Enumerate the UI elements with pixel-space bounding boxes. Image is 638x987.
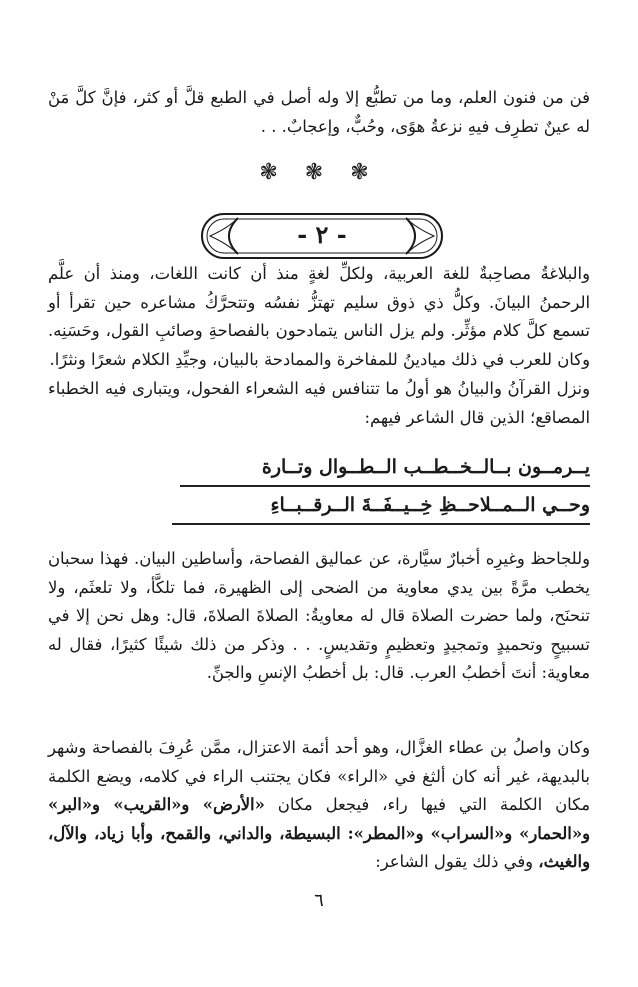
ornament-separator: ❃ ❃ ❃ — [259, 160, 379, 185]
paragraph-jahiz-text: وللجاحظ وغيرِه أخبارٌ سيَّارة، عن عماليق الفصاحة، وأساطين البيان. فهذا سحبان يخطب مرَّةً بين يدي معاوية من الضحى إلى الظهيرة، فما تلكَّأ، ولا تلعثَم، ولا تنحنَح، ولما حضرت الصلاة قال له معاويةُ: الصلاةَ الصلاةَ، قال: وهل نحن إلا في تسبيحٍ وتحميدٍ وتمجيدٍ وتعظيمٍ وتقديسٍ. . . وذكر من ذلك شيئًا كثيرًا، فقال له معاوية: أنتَ أخطبُ العرب. قال: بل أخطبُ الإنسِ والجنِّ. — [48, 549, 590, 682]
verse-line-1: يــرمــون بــالــخــطــب الــطــوال وتــارة — [261, 456, 590, 478]
page-number: ٦ — [314, 890, 324, 911]
verse-underline-1 — [180, 485, 590, 487]
paragraph-quran — [48, 375, 590, 432]
verse-underline-2 — [172, 523, 590, 525]
section-header-frame — [198, 206, 446, 266]
paragraph-balagha — [48, 260, 590, 374]
paragraph-wasil — [48, 734, 590, 877]
intro-paragraph — [48, 84, 590, 141]
paragraph-quran-text: ونزل القرآنُ والبيانُ هو أولُ ما تتنافس فيه الشعراء الفحول، ويتبارى فيه الخطباء المصاقع؛ الذين قال الشاعر فيهم: — [48, 379, 590, 427]
paragraph-balagha-text: والبلاغةُ مصاحِبةٌ للغة العربية، ولكلِّ لغةٍ منذ أن كانت اللغات، ومنذ أن علَّم الرحمنُ البيانَ. وكلُّ ذي ذوق سليم تهتزُّ نفسُه وتتحرَّكُ مشاعره حين تقرأ أو تسمع كلَّ كلام مؤثِّر. ولم يزل الناس يتمادحون بالفصاحةِ وصائبِ القول، وحَسَنِه. وكان للعرب في ذلك ميادينُ للمفاخرة والممادحة بالبيان، وجيِّدِ الكلام شعرًا ونثرًا. — [48, 264, 590, 369]
section-number: - ٢ - — [297, 220, 347, 249]
verse-line-2: وحــي الــمــلاحــظِ خِــيــفَــةَ الــرقــبــاءِ — [270, 494, 590, 516]
paragraph-jahiz — [48, 545, 590, 688]
paragraph-wasil-text — [48, 734, 590, 877]
wasil-text-2: وفي ذلك يقول الشاعر: — [375, 852, 539, 871]
wasil-bold-words: «الأرض» و«القريب» و«البر» و«الحمار» و«السراب» و«المطر»: البسيطة، والداني، والقمح، وأبا زياد، والآل، والغيث، — [48, 795, 590, 871]
intro-text: فن من فنون العلم، وما من تطبُّع إلا وله أصل في الطبع قلَّ أو كثر، فإنَّ كلَّ مَنْ له عينٌ تطرِف فيهِ نزعةُ هوًى، وحُبٌّ، وإعجابٌ. . . — [48, 88, 590, 136]
wasil-text-1: وكان واصلُ بن عطاء الغزَّال، وهو أحد أئمة الاعتزال، ممَّن عُرِفَ بالفصاحة وشهر بالبديهة، غير أنه كان ألثغ في «الراء» فكان يجتنب الراء في كلامه، ويضع الكلمة مكان الكلمة التي فيها راء، فيجعل مكان — [48, 738, 590, 814]
